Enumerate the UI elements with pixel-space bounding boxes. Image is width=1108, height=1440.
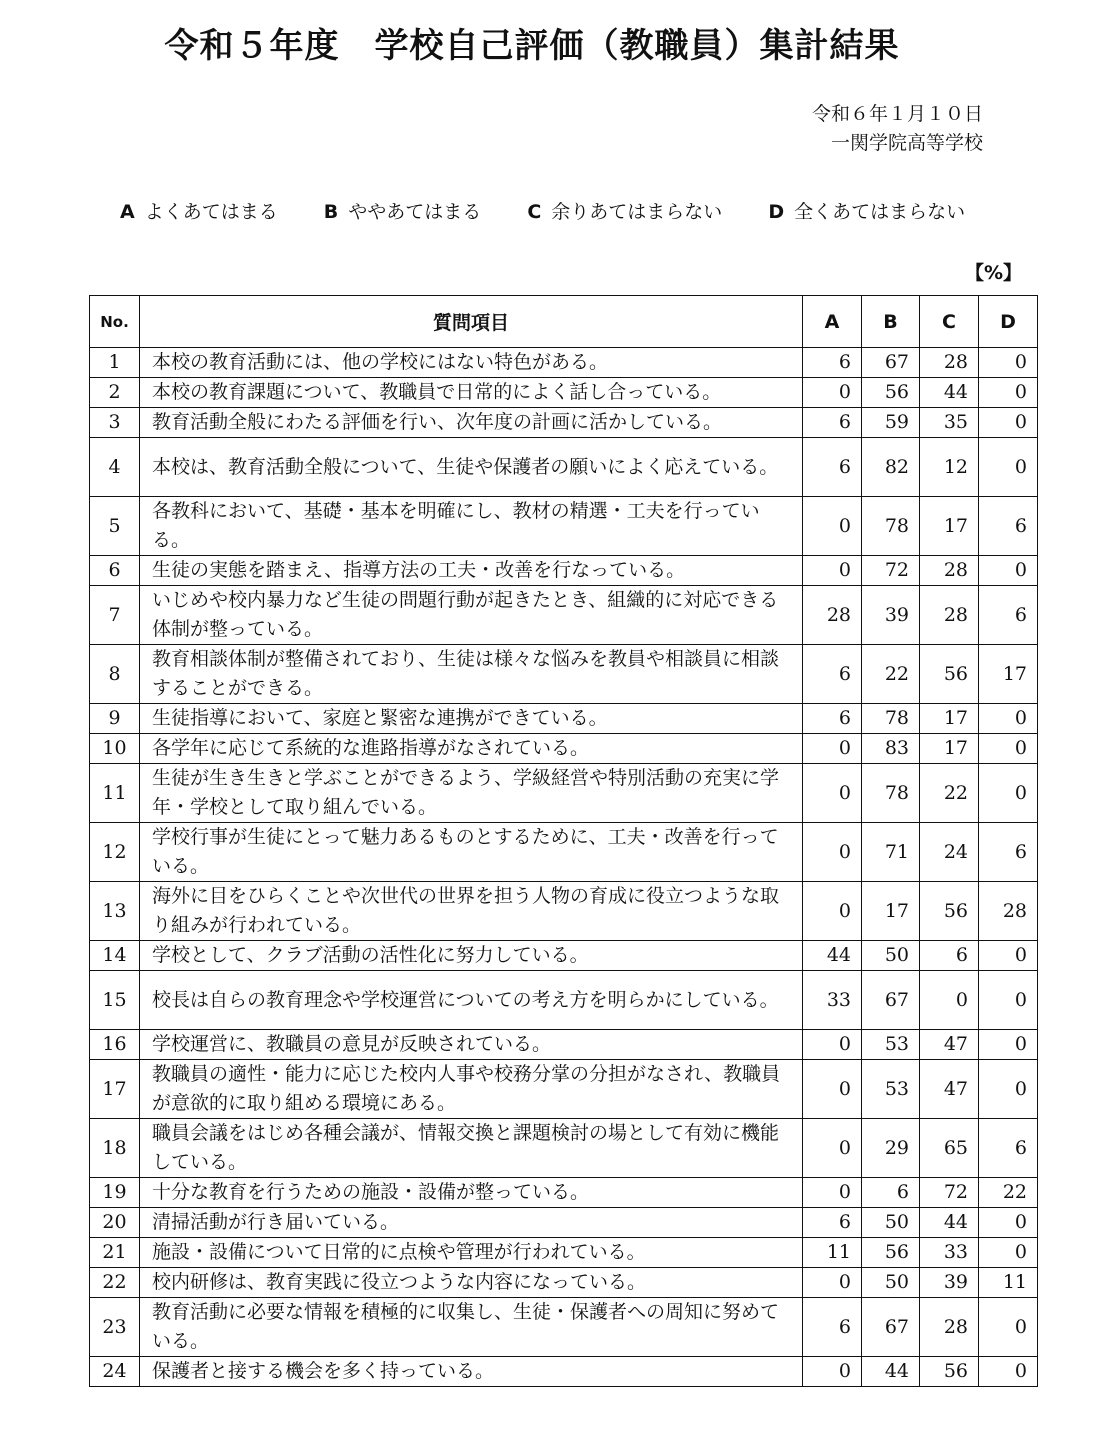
question-text: 十分な教育を行うための施設・設備が整っている。 xyxy=(140,1178,803,1208)
value-c: 28 xyxy=(920,556,979,586)
value-c: 22 xyxy=(920,764,979,823)
value-c: 47 xyxy=(920,1030,979,1060)
value-b: 53 xyxy=(862,1030,920,1060)
value-a: 0 xyxy=(803,734,862,764)
legend-item-a: A よくあてはまる xyxy=(120,201,278,223)
question-text: 校長は自らの教育理念や学校運営についての考え方を明らかにしている。 xyxy=(140,971,803,1030)
table-row xyxy=(90,586,1038,645)
value-a: 6 xyxy=(803,1298,862,1357)
header-d: D xyxy=(979,296,1038,348)
value-c: 56 xyxy=(920,645,979,704)
value-b: 71 xyxy=(862,823,920,882)
value-c: 47 xyxy=(920,1060,979,1119)
value-a: 6 xyxy=(803,645,862,704)
value-d: 0 xyxy=(979,348,1038,378)
question-text: 施設・設備について日常的に点検や管理が行われている。 xyxy=(140,1238,803,1268)
value-c: 44 xyxy=(920,1208,979,1238)
question-text: 本校の教育課題について、教職員で日常的によく話し合っている。 xyxy=(140,378,803,408)
value-c: 0 xyxy=(920,971,979,1030)
value-a: 6 xyxy=(803,408,862,438)
table-row xyxy=(90,1238,1038,1268)
issue-date: 令和６年１月１０日 xyxy=(811,103,983,125)
value-a: 0 xyxy=(803,378,862,408)
table-row xyxy=(90,1178,1038,1208)
table-row xyxy=(90,645,1038,704)
header-b: B xyxy=(862,296,920,348)
question-text: 生徒が生き生きと学ぶことができるよう、学級経営や特別活動の充実に学年・学校として取り組んでいる。 xyxy=(140,764,803,823)
legend-item-c: C 余りあてはまらない xyxy=(527,201,723,223)
row-number: 13 xyxy=(90,882,140,941)
row-number: 19 xyxy=(90,1178,140,1208)
value-c: 28 xyxy=(920,586,979,645)
row-number: 15 xyxy=(90,971,140,1030)
value-b: 59 xyxy=(862,408,920,438)
value-a: 0 xyxy=(803,1060,862,1119)
value-c: 35 xyxy=(920,408,979,438)
question-text: 本校の教育活動には、他の学校にはない特色がある。 xyxy=(140,348,803,378)
row-number: 22 xyxy=(90,1268,140,1298)
value-d: 6 xyxy=(979,1119,1038,1178)
question-text: 教育活動に必要な情報を積極的に収集し、生徒・保護者への周知に努めている。 xyxy=(140,1298,803,1357)
value-d: 0 xyxy=(979,704,1038,734)
value-b: 56 xyxy=(862,378,920,408)
value-d: 0 xyxy=(979,1060,1038,1119)
table-row xyxy=(90,1119,1038,1178)
value-a: 0 xyxy=(803,823,862,882)
value-b: 17 xyxy=(862,882,920,941)
value-d: 0 xyxy=(979,1030,1038,1060)
value-d: 0 xyxy=(979,378,1038,408)
row-number: 3 xyxy=(90,408,140,438)
value-c: 24 xyxy=(920,823,979,882)
table-row xyxy=(90,1030,1038,1060)
value-d: 6 xyxy=(979,497,1038,556)
value-a: 0 xyxy=(803,1119,862,1178)
value-c: 39 xyxy=(920,1268,979,1298)
value-d: 11 xyxy=(979,1268,1038,1298)
value-a: 28 xyxy=(803,586,862,645)
page-title: 令和５年度 学校自己評価（教職員）集計結果 xyxy=(164,26,900,66)
row-number: 7 xyxy=(90,586,140,645)
value-d: 0 xyxy=(979,764,1038,823)
value-b: 39 xyxy=(862,586,920,645)
question-text: 学校行事が生徒にとって魅力あるものとするために、工夫・改善を行っている。 xyxy=(140,823,803,882)
row-number: 10 xyxy=(90,734,140,764)
question-text: 生徒の実態を踏まえ、指導方法の工夫・改善を行なっている。 xyxy=(140,556,803,586)
row-number: 18 xyxy=(90,1119,140,1178)
value-c: 28 xyxy=(920,348,979,378)
table-row xyxy=(90,556,1038,586)
table-row xyxy=(90,1268,1038,1298)
question-text: 教育活動全般にわたる評価を行い、次年度の計画に活かしている。 xyxy=(140,408,803,438)
value-a: 6 xyxy=(803,348,862,378)
table-row xyxy=(90,941,1038,971)
value-b: 67 xyxy=(862,971,920,1030)
question-text: 海外に目をひらくことや次世代の世界を担う人物の育成に役立つような取り組みが行われている。 xyxy=(140,882,803,941)
value-b: 44 xyxy=(862,1357,920,1387)
value-b: 82 xyxy=(862,438,920,497)
rating-legend xyxy=(120,197,1005,224)
value-a: 0 xyxy=(803,882,862,941)
value-b: 53 xyxy=(862,1060,920,1119)
value-c: 17 xyxy=(920,734,979,764)
question-text: 生徒指導において、家庭と緊密な連携ができている。 xyxy=(140,704,803,734)
question-text: 教育相談体制が整備されており、生徒は様々な悩みを教員や相談員に相談することができる。 xyxy=(140,645,803,704)
row-number: 20 xyxy=(90,1208,140,1238)
value-a: 0 xyxy=(803,1178,862,1208)
value-c: 72 xyxy=(920,1178,979,1208)
row-number: 21 xyxy=(90,1238,140,1268)
value-b: 67 xyxy=(862,1298,920,1357)
value-d: 17 xyxy=(979,645,1038,704)
row-number: 24 xyxy=(90,1357,140,1387)
value-a: 6 xyxy=(803,1208,862,1238)
row-number: 11 xyxy=(90,764,140,823)
table-row xyxy=(90,734,1038,764)
value-d: 0 xyxy=(979,1357,1038,1387)
table-row xyxy=(90,1298,1038,1357)
question-text: 校内研修は、教育実践に役立つような内容になっている。 xyxy=(140,1268,803,1298)
value-d: 0 xyxy=(979,971,1038,1030)
value-c: 56 xyxy=(920,882,979,941)
question-text: 各学年に応じて系統的な進路指導がなされている。 xyxy=(140,734,803,764)
question-text: 学校として、クラブ活動の活性化に努力している。 xyxy=(140,941,803,971)
value-b: 50 xyxy=(862,941,920,971)
row-number: 9 xyxy=(90,704,140,734)
value-c: 33 xyxy=(920,1238,979,1268)
row-number: 14 xyxy=(90,941,140,971)
value-d: 22 xyxy=(979,1178,1038,1208)
school-name: 一関学院高等学校 xyxy=(830,132,983,154)
question-text: 学校運営に、教職員の意見が反映されている。 xyxy=(140,1030,803,1060)
header-no: No. xyxy=(90,296,140,348)
value-d: 6 xyxy=(979,823,1038,882)
value-a: 0 xyxy=(803,1268,862,1298)
value-a: 6 xyxy=(803,438,862,497)
question-text: 職員会議をはじめ各種会議が、情報交換と課題検討の場として有効に機能している。 xyxy=(140,1119,803,1178)
header-c: C xyxy=(920,296,979,348)
value-d: 0 xyxy=(979,408,1038,438)
value-b: 56 xyxy=(862,1238,920,1268)
value-a: 0 xyxy=(803,1030,862,1060)
value-c: 44 xyxy=(920,378,979,408)
legend-item-b: B ややあてはまる xyxy=(323,201,482,223)
value-b: 83 xyxy=(862,734,920,764)
value-c: 12 xyxy=(920,438,979,497)
table-row xyxy=(90,882,1038,941)
value-b: 78 xyxy=(862,497,920,556)
value-a: 0 xyxy=(803,1357,862,1387)
header-a: A xyxy=(803,296,862,348)
value-b: 50 xyxy=(862,1208,920,1238)
table-row xyxy=(90,1208,1038,1238)
results-table xyxy=(89,295,1038,1387)
row-number: 5 xyxy=(90,497,140,556)
document-meta xyxy=(812,100,983,158)
table-row xyxy=(90,764,1038,823)
row-number: 16 xyxy=(90,1030,140,1060)
row-number: 2 xyxy=(90,378,140,408)
row-number: 6 xyxy=(90,556,140,586)
table-row xyxy=(90,438,1038,497)
value-d: 0 xyxy=(979,734,1038,764)
value-a: 0 xyxy=(803,497,862,556)
value-c: 17 xyxy=(920,704,979,734)
table-row xyxy=(90,497,1038,556)
value-b: 29 xyxy=(862,1119,920,1178)
table-row xyxy=(90,408,1038,438)
value-d: 0 xyxy=(979,1208,1038,1238)
question-text: 保護者と接する機会を多く持っている。 xyxy=(140,1357,803,1387)
value-d: 0 xyxy=(979,556,1038,586)
value-d: 0 xyxy=(979,1238,1038,1268)
row-number: 4 xyxy=(90,438,140,497)
row-number: 17 xyxy=(90,1060,140,1119)
value-c: 56 xyxy=(920,1357,979,1387)
value-a: 0 xyxy=(803,764,862,823)
value-b: 50 xyxy=(862,1268,920,1298)
value-b: 78 xyxy=(862,704,920,734)
value-d: 0 xyxy=(979,1298,1038,1357)
table-row xyxy=(90,1357,1038,1387)
question-text: 清掃活動が行き届いている。 xyxy=(140,1208,803,1238)
row-number: 8 xyxy=(90,645,140,704)
value-d: 28 xyxy=(979,882,1038,941)
row-number: 12 xyxy=(90,823,140,882)
value-d: 0 xyxy=(979,941,1038,971)
value-d: 6 xyxy=(979,586,1038,645)
value-a: 11 xyxy=(803,1238,862,1268)
table-row xyxy=(90,704,1038,734)
value-c: 28 xyxy=(920,1298,979,1357)
table-row xyxy=(90,823,1038,882)
legend-item-d: D 全くあてはまらない xyxy=(768,201,966,223)
value-a: 44 xyxy=(803,941,862,971)
question-text: いじめや校内暴力など生徒の問題行動が起きたとき、組織的に対応できる体制が整っている。 xyxy=(140,586,803,645)
value-b: 6 xyxy=(862,1178,920,1208)
question-text: 各教科において、基礎・基本を明確にし、教材の精選・工夫を行っている。 xyxy=(140,497,803,556)
table-header-row xyxy=(90,296,1038,348)
header-item: 質問項目 xyxy=(140,296,803,348)
value-c: 17 xyxy=(920,497,979,556)
value-b: 22 xyxy=(862,645,920,704)
value-c: 65 xyxy=(920,1119,979,1178)
value-d: 0 xyxy=(979,438,1038,497)
value-a: 33 xyxy=(803,971,862,1030)
question-text: 教職員の適性・能力に応じた校内人事や校務分掌の分担がなされ、教職員が意欲的に取り組める環境にある。 xyxy=(140,1060,803,1119)
table-row xyxy=(90,1060,1038,1119)
table-row xyxy=(90,378,1038,408)
unit-label: 【%】 xyxy=(964,262,1022,284)
value-c: 6 xyxy=(920,941,979,971)
value-b: 67 xyxy=(862,348,920,378)
value-a: 6 xyxy=(803,704,862,734)
value-b: 78 xyxy=(862,764,920,823)
table-row xyxy=(90,348,1038,378)
question-text: 本校は、教育活動全般について、生徒や保護者の願いによく応えている。 xyxy=(140,438,803,497)
value-a: 0 xyxy=(803,556,862,586)
row-number: 1 xyxy=(90,348,140,378)
row-number: 23 xyxy=(90,1298,140,1357)
value-b: 72 xyxy=(862,556,920,586)
table-row xyxy=(90,971,1038,1030)
